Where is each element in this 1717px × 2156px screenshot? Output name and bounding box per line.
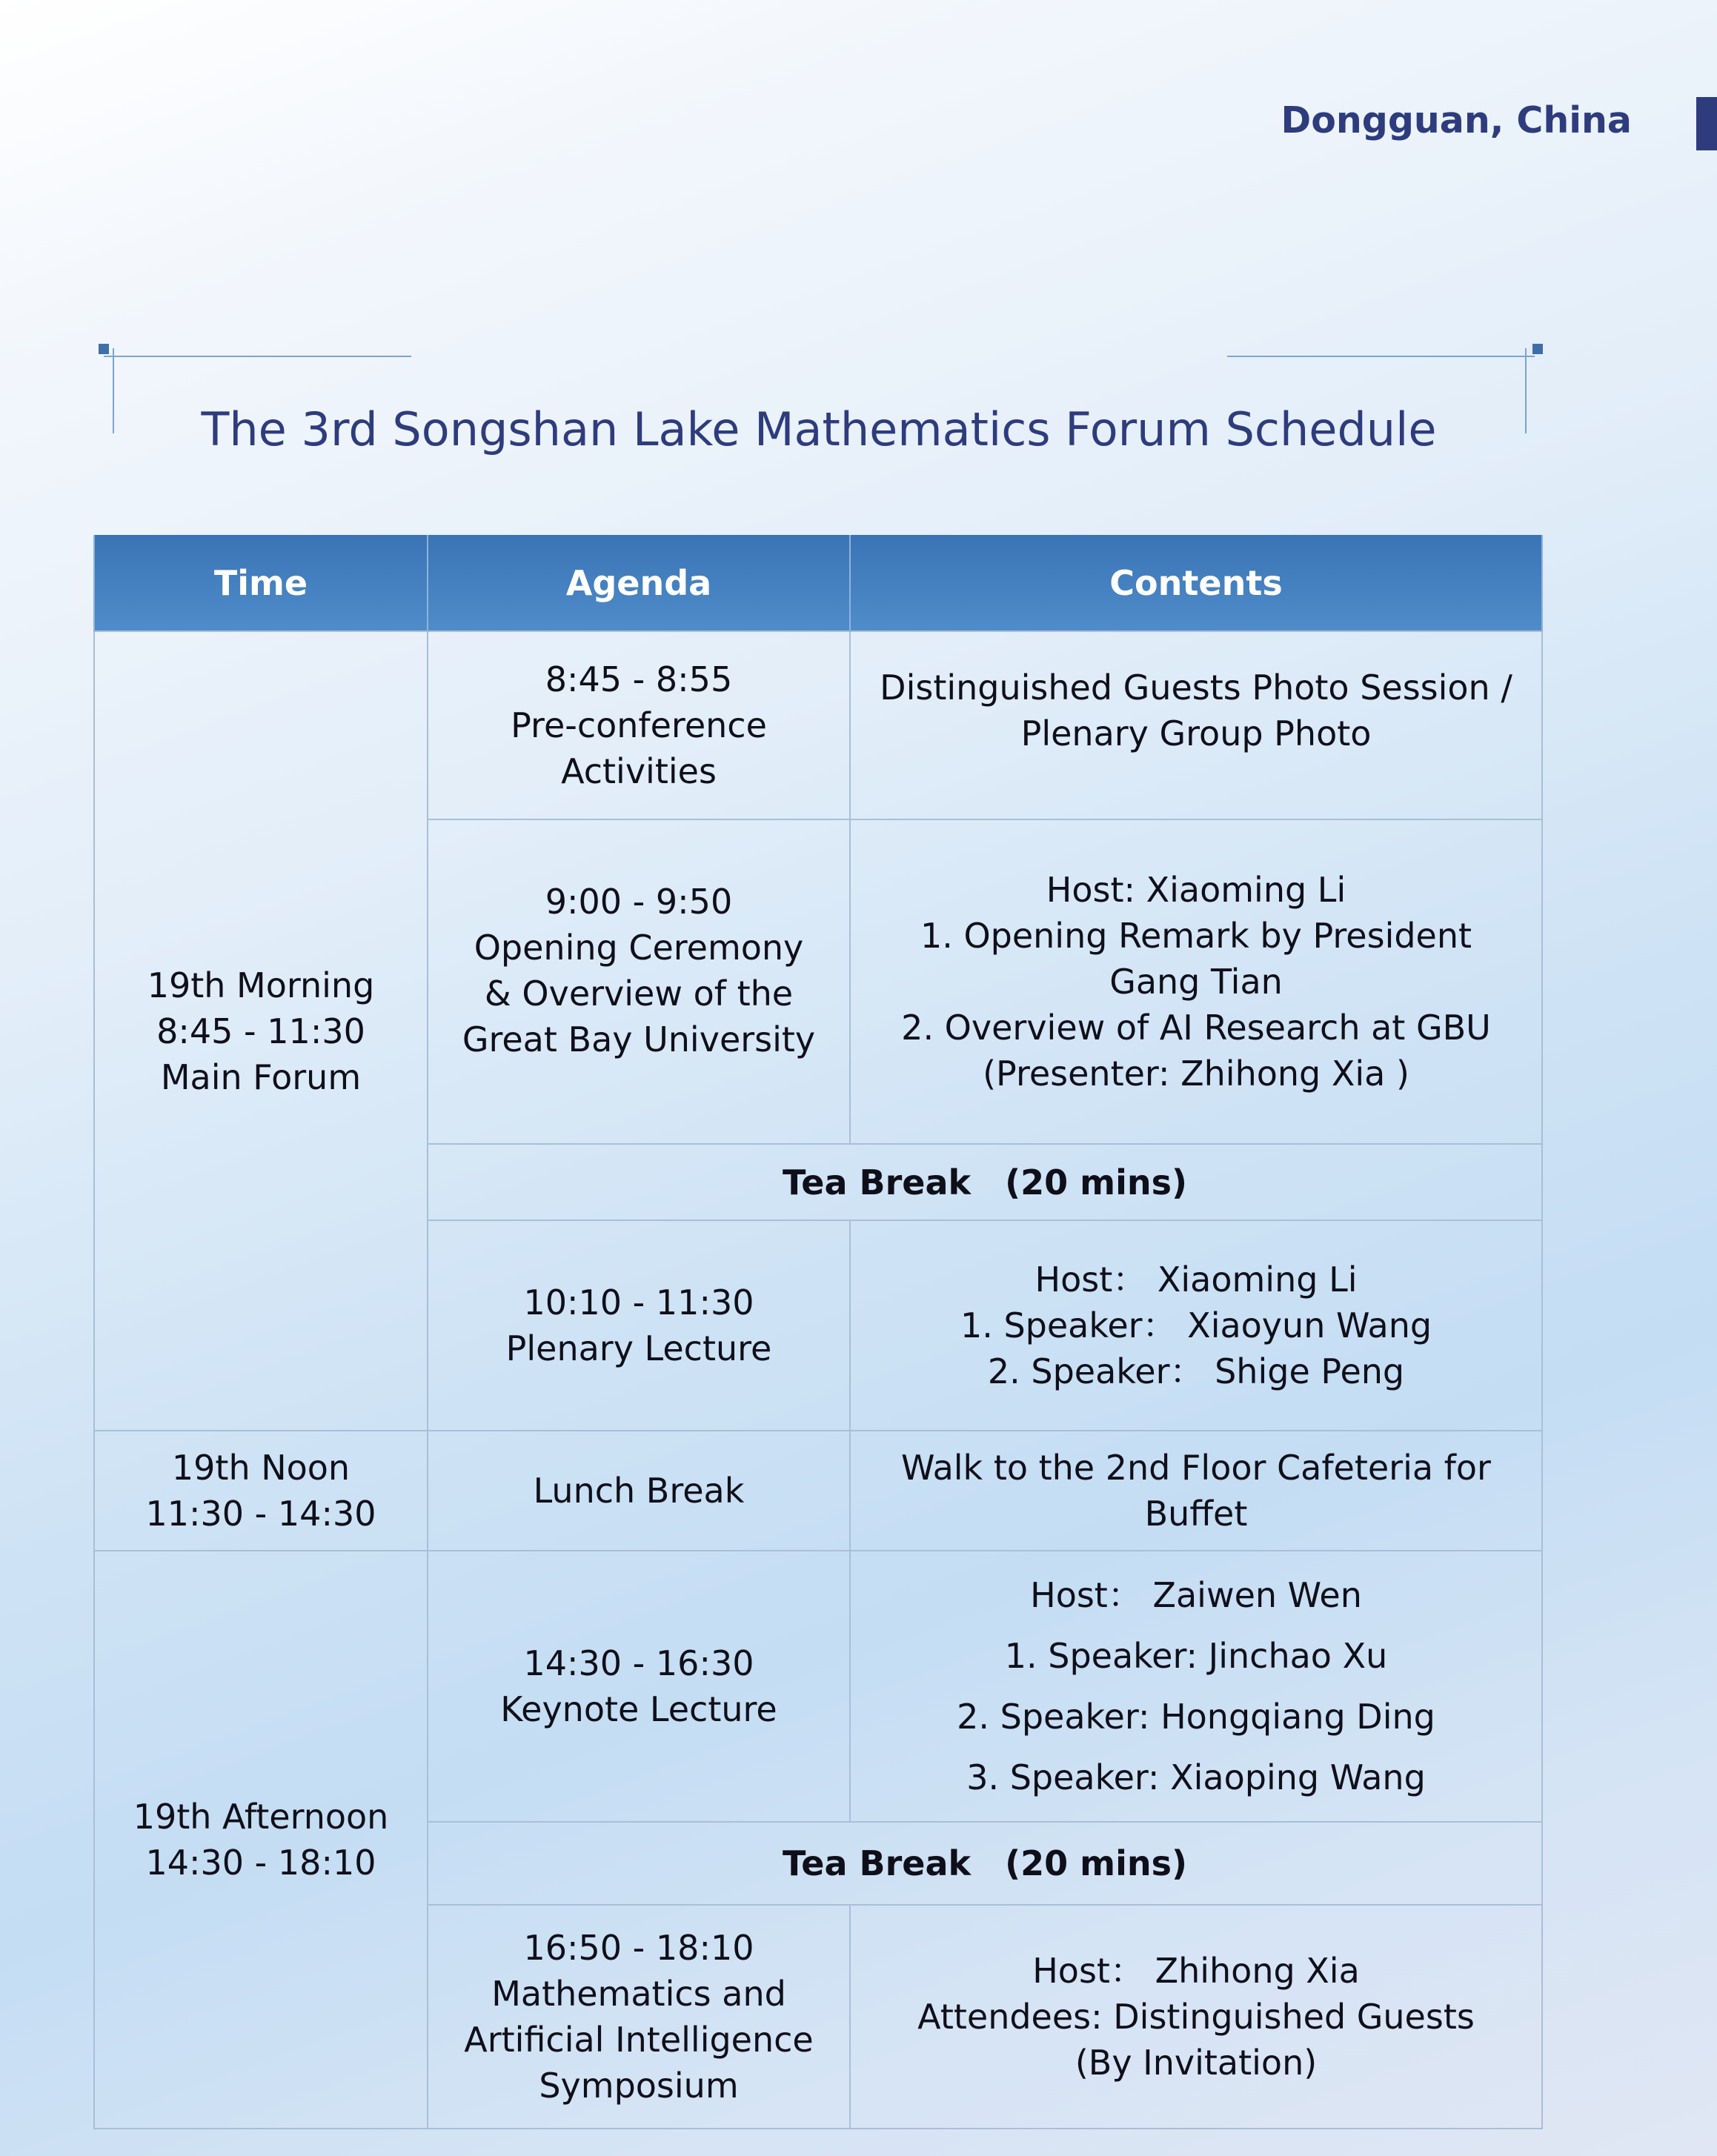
contents-line: Buffet [1144,1494,1248,1534]
agenda-line: Pre-conference [511,705,767,745]
contents-line: 2. Speaker: Hongqiang Ding [957,1697,1435,1737]
tea-break-cell: Tea Break (20 mins) [428,1822,1542,1905]
agenda-cell [428,819,850,1144]
agenda-line: Keynote Lecture [500,1689,777,1729]
agenda-cell [428,631,850,819]
contents-line: Host： Zhihong Xia [1032,1951,1360,1991]
schedule-table [93,535,1543,2129]
agenda-cell [428,1551,850,1822]
agenda-line: Opening Ceremony [474,928,804,968]
noon-time-cell [94,1431,428,1551]
contents-line: 1. Speaker: Jinchao Xu [1004,1636,1388,1676]
time-line: 19th Noon [171,1448,351,1488]
contents-line: Plenary Group Photo [1020,713,1372,753]
contents-line: (By Invitation) [1075,2043,1318,2083]
time-line: 19th Morning [147,965,375,1005]
contents-line: 2. Speaker： Shige Peng [987,1351,1405,1391]
agenda-line: 14:30 - 16:30 [523,1643,754,1683]
header-time: Time [94,535,428,631]
frame-line-left-h [104,356,411,357]
contents-line: Host： Xiaoming Li [1034,1260,1358,1300]
tea-break-cell: Tea Break (20 mins) [428,1144,1542,1220]
time-line: 11:30 - 14:30 [145,1494,376,1534]
contents-line: Host: Xiaoming Li [1046,870,1346,910]
location-accent-bar [1696,97,1717,150]
agenda-line: 16:50 - 18:10 [523,1928,754,1968]
contents-line: 3. Speaker: Xiaoping Wang [966,1757,1426,1797]
contents-line: 1. Speaker： Xiaoyun Wang [960,1305,1432,1345]
agenda-line: 10:10 - 11:30 [523,1282,754,1322]
time-line: 19th Afternoon [133,1797,389,1837]
contents-cell [850,1220,1542,1431]
contents-line: Distinguished Guests Photo Session / [880,668,1512,708]
time-line: 14:30 - 18:10 [145,1843,376,1883]
morning-time-cell [94,631,428,1431]
contents-cell [850,1905,1542,2129]
agenda-line: 9:00 - 9:50 [545,882,733,922]
time-line: Main Forum [160,1057,362,1097]
agenda-cell [428,1220,850,1431]
afternoon-time-cell [94,1551,428,2129]
contents-line: 1. Opening Remark by President [920,916,1472,956]
frame-corner-left [99,344,109,354]
agenda-cell [428,1905,850,2129]
contents-cell [850,631,1542,819]
agenda-line: & Overview of the [484,974,794,1014]
contents-line: Gang Tian [1109,962,1283,1002]
agenda-cell: Lunch Break [428,1431,850,1551]
agenda-line: Activities [561,751,717,791]
header-row [94,535,1542,631]
frame-corner-right [1532,344,1543,354]
agenda-line: Plenary Lecture [505,1328,772,1368]
agenda-line: Great Bay University [462,1019,816,1059]
contents-line: (Presenter: Zhihong Xia ) [983,1054,1409,1094]
contents-cell [850,1431,1542,1551]
agenda-line: Artificial Intelligence [464,2020,814,2060]
agenda-line: 8:45 - 8:55 [545,659,733,699]
header-agenda: Agenda [428,535,850,631]
contents-cell [850,819,1542,1144]
location-label: Dongguan, China [1281,99,1632,142]
contents-line: Host： Zaiwen Wen [1030,1575,1362,1615]
header-contents: Contents [850,535,1542,631]
table-row [94,631,1542,819]
contents-cell [850,1551,1542,1822]
contents-line: Walk to the 2nd Floor Cafeteria for [901,1448,1491,1488]
time-line: 8:45 - 11:30 [156,1011,365,1051]
agenda-line: Symposium [539,2066,739,2106]
contents-line: Attendees: Distinguished Guests [917,1997,1475,2037]
frame-line-right-h [1227,356,1535,357]
page-title: The 3rd Songshan Lake Mathematics Forum Schedule [201,402,1437,456]
table-row [94,1551,1542,1822]
table-row [94,1431,1542,1551]
contents-line: 2. Overview of AI Research at GBU [901,1008,1491,1048]
agenda-line: Mathematics and [491,1974,786,2014]
